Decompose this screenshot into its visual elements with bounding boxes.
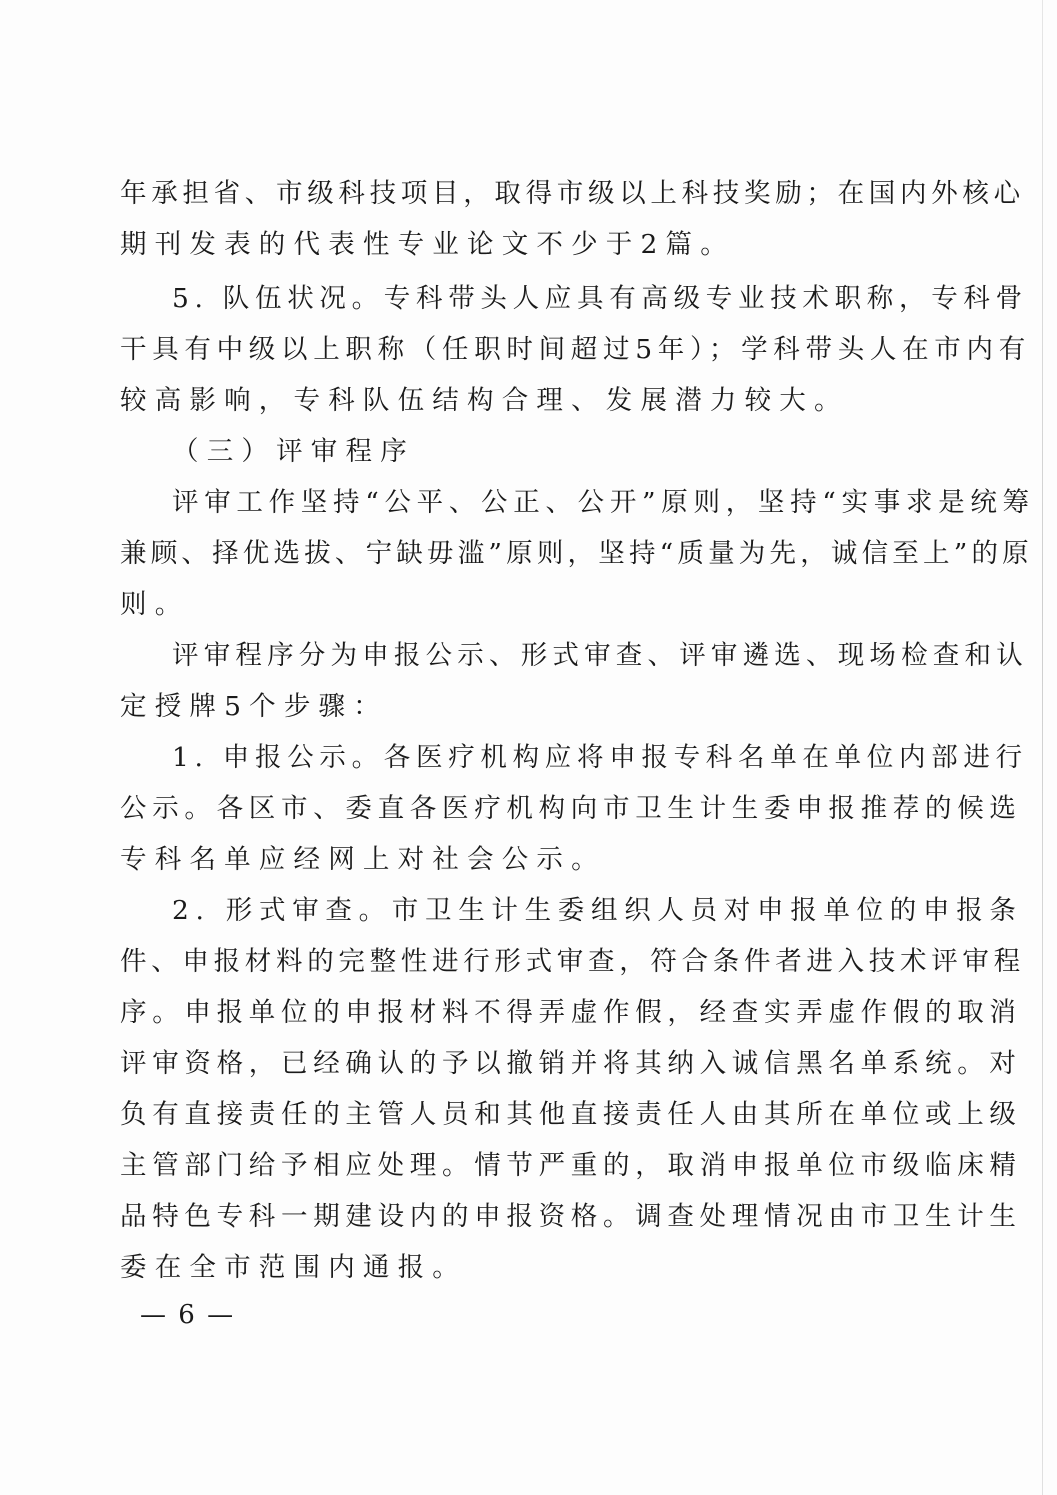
text-line: 则。 (120, 589, 190, 620)
text-line: 干具有中级以上职称（任职时间超过5年）；学科带头人在市内有 (120, 334, 1031, 365)
text-line: 评审工作坚持“公平、公正、公开”原则，坚持“实事求是统筹 (172, 487, 1035, 518)
text-line: 公示。各区市、委直各医疗机构向市卫生计生委申报推荐的候选 (120, 793, 1022, 824)
text-line: 委在全市范围内通报。 (120, 1252, 467, 1283)
section-heading: （三）评审程序 (172, 436, 415, 467)
text-line: 评审资格，已经确认的予以撤销并将其纳入诚信黑名单系统。对 (120, 1048, 1022, 1079)
text-line: 评审程序分为申报公示、形式审查、评审遴选、现场检查和认 (172, 640, 1028, 671)
text-line: 负有直接责任的主管人员和其他直接责任人由其所在单位或上级 (120, 1099, 1022, 1130)
text-line: 5. 队伍状况。专科带头人应具有高级专业技术职称，专科骨 (172, 283, 1028, 314)
page-number: — 6 — (140, 1300, 236, 1330)
text-line: 较高影响，专科队伍结构合理、发展潜力较大。 (120, 385, 849, 416)
scan-edge (1042, 0, 1043, 1495)
text-line: 兼顾、择优选拔、宁缺毋滥”原则，坚持“质量为先，诚信至上”的原 (120, 538, 1033, 569)
text-line: 年承担省、市级科技项目，取得市级以上科技奖励；在国内外核心 (120, 178, 1025, 209)
text-line: 件、申报材料的完整性进行形式审查，符合条件者进入技术评审程 (120, 946, 1025, 977)
text-line: 序。申报单位的申报材料不得弄虚作假，经查实弄虚作假的取消 (120, 997, 1022, 1028)
text-line: 1. 申报公示。各医疗机构应将申报专科名单在单位内部进行 (172, 742, 1028, 773)
text-line: 2. 形式审查。市卫生计生委组织人员对申报单位的申报条 (172, 895, 1023, 926)
text-line: 主管部门给予相应处理。情节严重的，取消申报单位市级临床精 (120, 1150, 1022, 1181)
text-line: 期刊发表的代表性专业论文不少于2篇。 (120, 229, 735, 260)
text-line: 定授牌5个步骤： (120, 691, 388, 722)
text-line: 品特色专科一期建设内的申报资格。调查处理情况由市卫生计生 (120, 1201, 1022, 1232)
text-line: 专科名单应经网上对社会公示。 (120, 844, 606, 875)
